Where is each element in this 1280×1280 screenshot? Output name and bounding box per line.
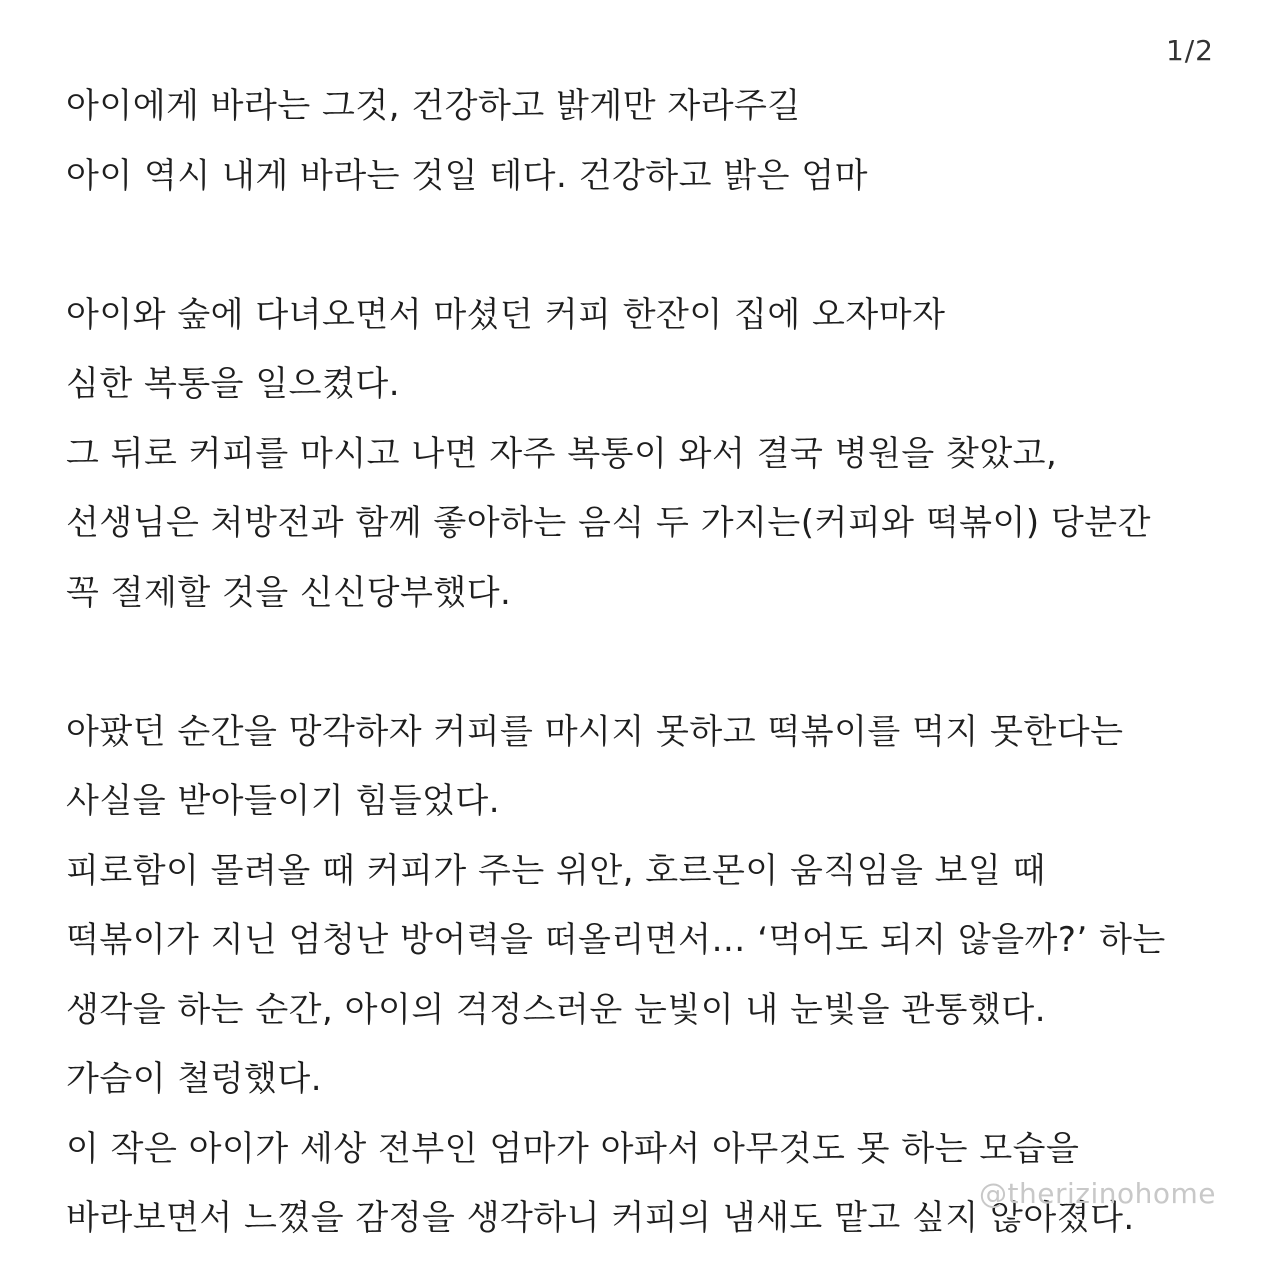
text-line: 떡볶이가 지닌 엄청난 방어력을 떠올리면서… ‘먹어도 되지 않을까?’ 하는 xyxy=(66,920,1166,960)
text-line: 선생님은 처방전과 함께 좋아하는 음식 두 가지는(커피와 떡볶이) 당분간 xyxy=(66,503,1151,543)
paragraph-gap xyxy=(66,217,1226,287)
text-line: 꼭 절제할 것을 신신당부했다. xyxy=(66,572,512,613)
watermark: @therizinohome xyxy=(979,1177,1216,1210)
text-line: 바라보면서 느꼈을 감정을 생각하니 커피의 냄새도 맡고 싶지 않아졌다. xyxy=(66,1198,1135,1238)
text-line: 아팠던 순간을 망각하자 커피를 마시지 못하고 떡볶이를 먹지 못한다는 xyxy=(66,711,1124,752)
text-line: 그 뒤로 커피를 마시고 나면 자주 복통이 와서 결국 병원을 찾았고, xyxy=(66,433,1058,474)
paragraph-gap xyxy=(66,634,1226,704)
text-line: 생각을 하는 순간, 아이의 걱정스러운 눈빛이 내 눈빛을 관통했다. xyxy=(66,989,1047,1030)
text-line: 아이 역시 내게 바라는 것일 테다. 건강하고 밝은 엄마 xyxy=(66,155,868,196)
page-number: 1/2 xyxy=(1165,34,1214,67)
paragraph-2 xyxy=(66,287,1226,635)
text-line: 아이와 숲에 다녀오면서 마셨던 커피 한잔이 집에 오자마자 xyxy=(66,294,946,335)
text-line: 가슴이 철렁했다. xyxy=(66,1059,323,1099)
text-line: 이 작은 아이가 세상 전부인 엄마가 아파서 아무것도 못 하는 모습을 xyxy=(66,1128,1080,1169)
body-text xyxy=(66,78,1226,1260)
text-line: 아이에게 바라는 그것, 건강하고 밝게만 자라주길 xyxy=(66,86,801,126)
paragraph-1 xyxy=(66,78,1226,217)
text-line: 피로함이 몰려올 때 커피가 주는 위안, 호르몬이 움직임을 보일 때 xyxy=(66,850,1047,891)
text-line: 심한 복통을 일으켰다. xyxy=(66,364,401,404)
text-line: 사실을 받아들이기 힘들었다. xyxy=(66,781,501,821)
